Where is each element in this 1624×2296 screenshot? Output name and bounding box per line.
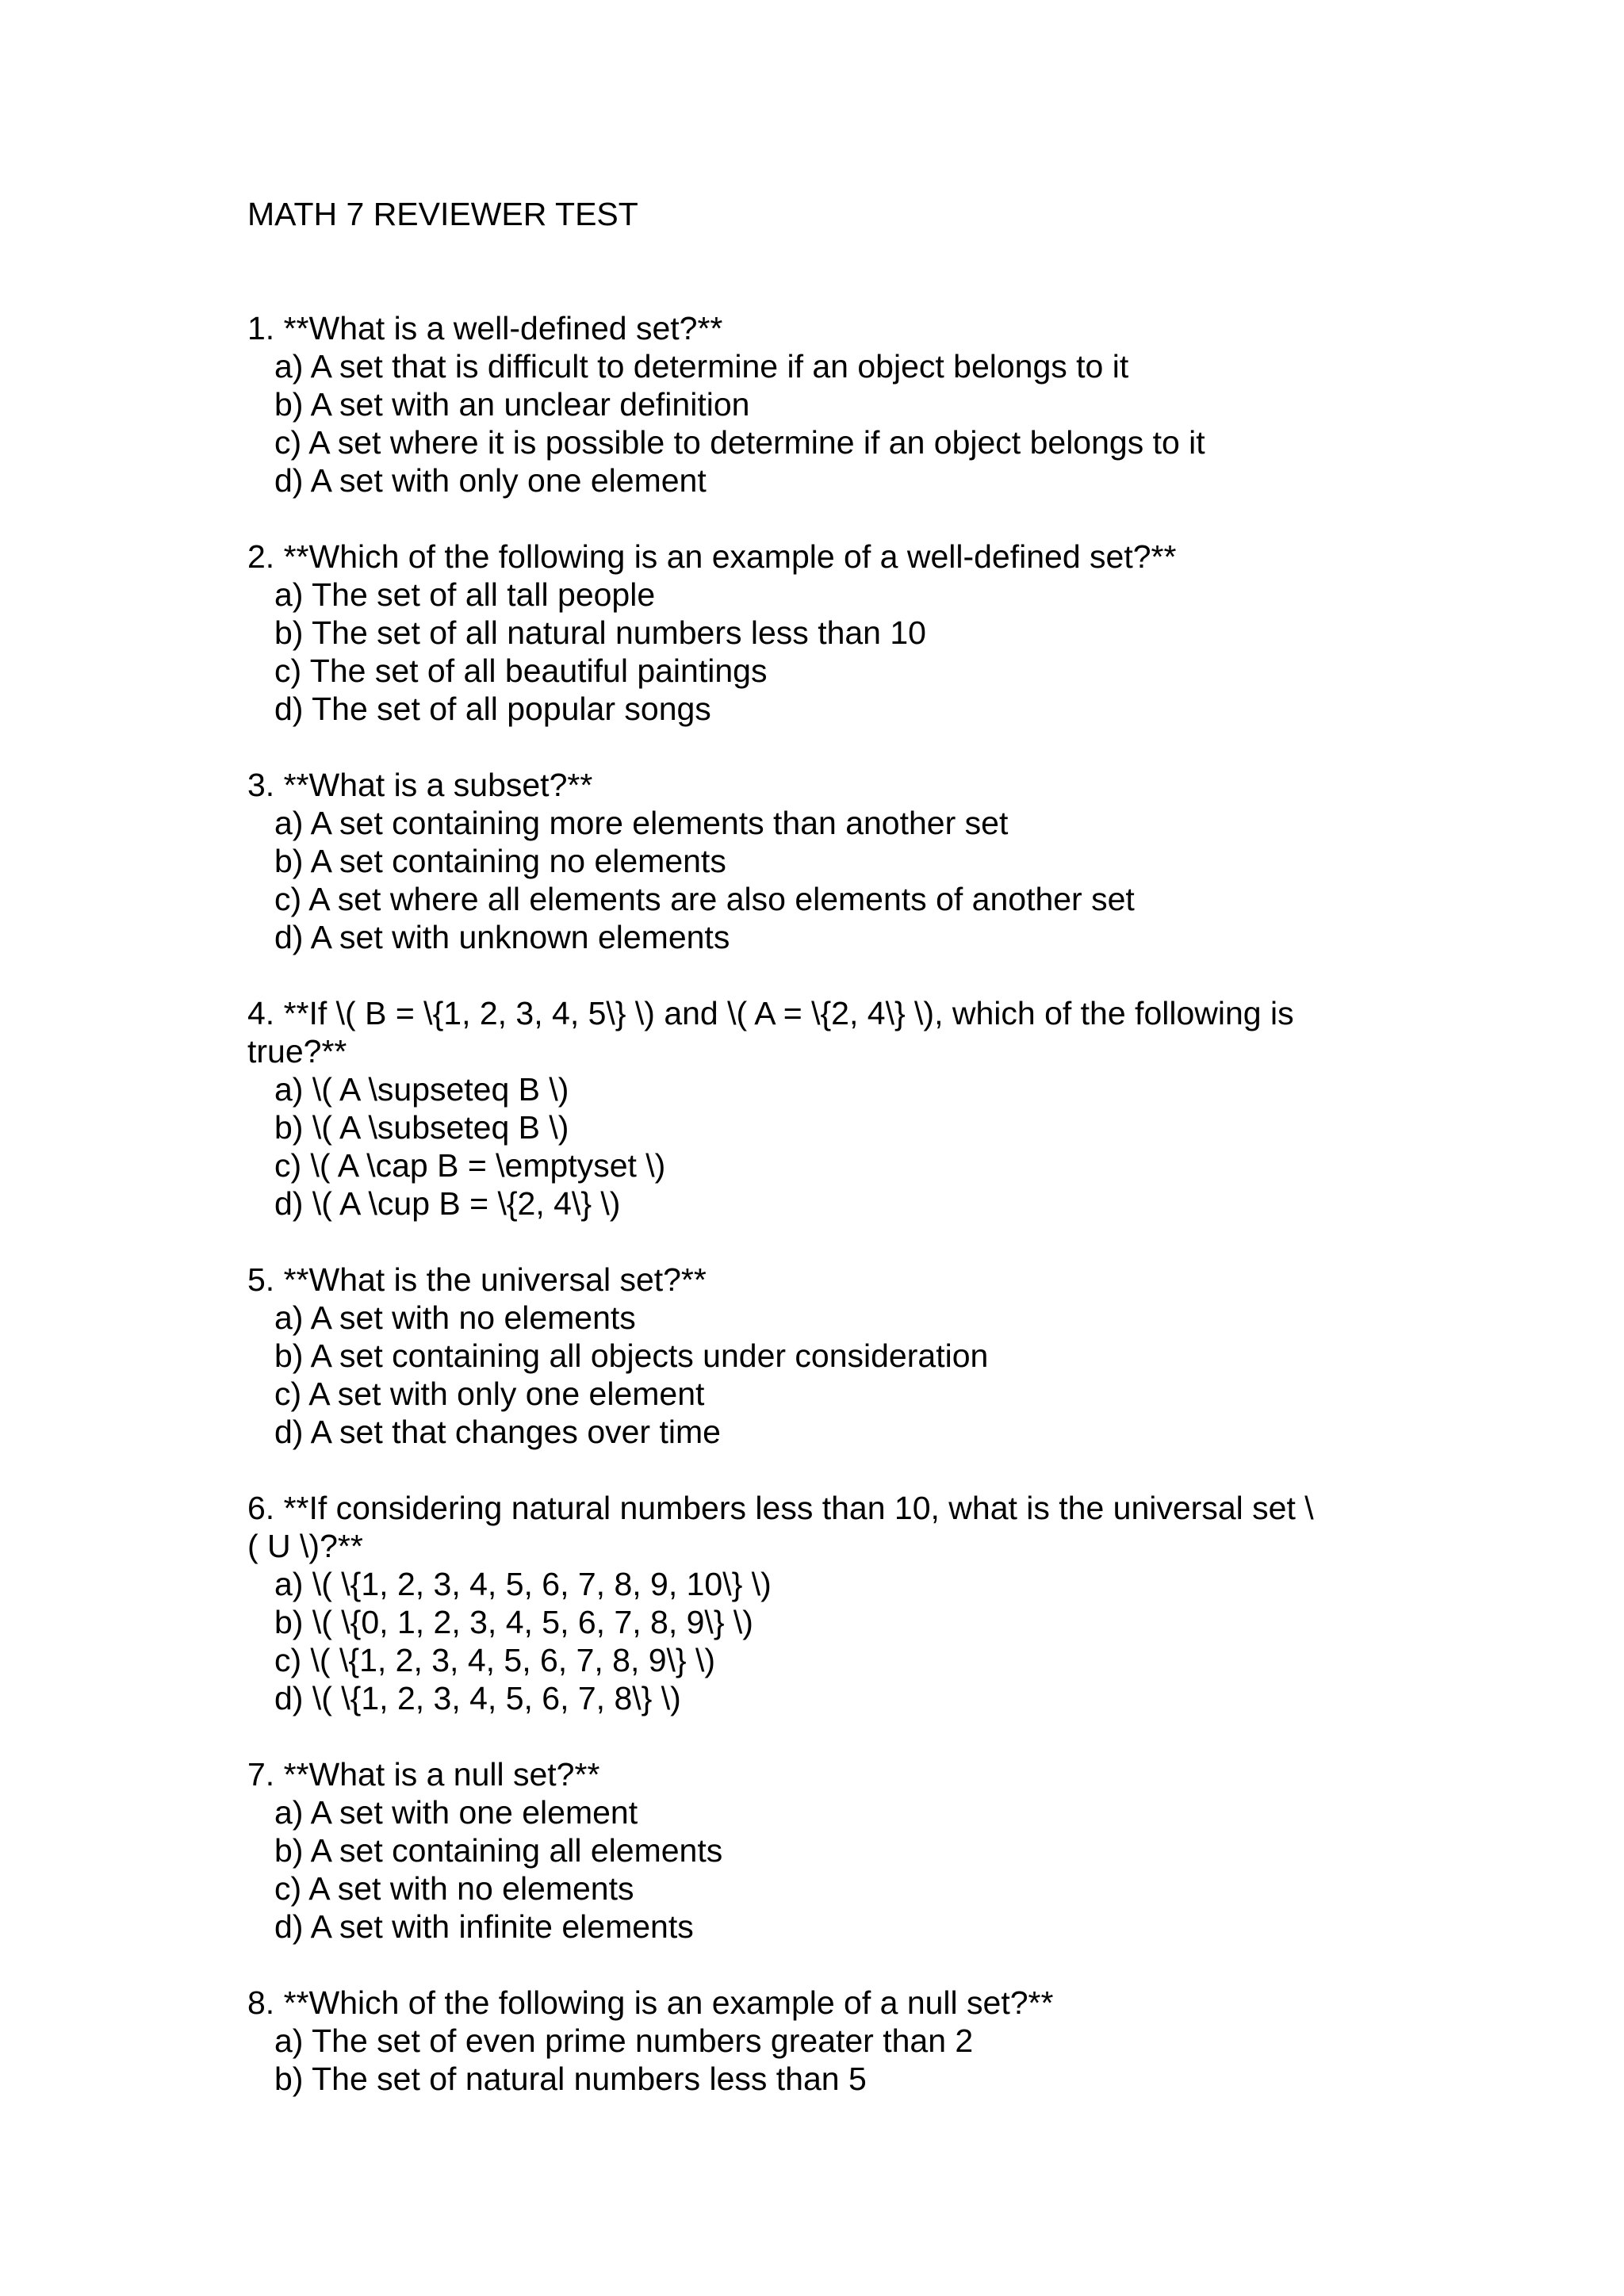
option-b: b) \( A \subseteq B \) — [274, 1109, 569, 1146]
question-6 — [247, 1489, 1389, 1717]
question-text: 4. **If \( B = \{1, 2, 3, 4, 5\} \) and \( A = \{2, 4\} \), which of the following is true?** — [247, 995, 1294, 1070]
question-1 — [247, 309, 1389, 499]
question-7 — [247, 1755, 1389, 1946]
answer-options — [247, 804, 1389, 956]
document-page — [247, 195, 1389, 2136]
question-text: 6. **If considering natural numbers less than 10, what is the universal set \ ( U \)?** — [247, 1490, 1314, 1564]
option-c: c) A set where all elements are also elements of another set — [274, 881, 1135, 917]
option-c: c) \( \{1, 2, 3, 4, 5, 6, 7, 8, 9\} \) — [274, 1642, 716, 1678]
question-8 — [247, 1984, 1389, 2098]
option-d: d) \( A \cup B = \{2, 4\} \) — [274, 1185, 621, 1222]
answer-options — [247, 1299, 1389, 1451]
option-c: c) A set with no elements — [274, 1870, 634, 1907]
answer-options — [247, 1070, 1389, 1223]
option-c: c) A set with only one element — [274, 1376, 705, 1412]
option-b: b) The set of natural numbers less than 5 — [274, 2061, 867, 2097]
option-c: c) \( A \cap B = \emptyset \) — [274, 1147, 666, 1184]
question-5 — [247, 1261, 1389, 1451]
answer-options — [247, 1793, 1389, 1946]
option-d: d) A set with infinite elements — [274, 1908, 694, 1945]
option-a: a) A set with one element — [274, 1794, 638, 1831]
option-b: b) A set containing no elements — [274, 843, 726, 879]
question-text: 5. **What is the universal set?** — [247, 1261, 707, 1298]
option-d: d) A set that changes over time — [274, 1414, 721, 1450]
option-d: d) A set with only one element — [274, 462, 707, 499]
answer-options — [247, 1565, 1389, 1717]
question-3 — [247, 766, 1389, 956]
question-text: 2. **Which of the following is an example of a well-defined set?** — [247, 538, 1177, 575]
option-a: a) \( \{1, 2, 3, 4, 5, 6, 7, 8, 9, 10\} \) — [274, 1566, 772, 1602]
option-a: a) A set that is difficult to determine if an object belongs to it — [274, 348, 1129, 385]
answer-options — [247, 347, 1389, 499]
option-a: a) A set with no elements — [274, 1299, 636, 1336]
option-c: c) The set of all beautiful paintings — [274, 652, 768, 689]
option-b: b) The set of all natural numbers less than 10 — [274, 614, 926, 651]
question-text: 3. **What is a subset?** — [247, 767, 593, 803]
question-text: 1. **What is a well-defined set?** — [247, 310, 723, 346]
option-a: a) \( A \supseteq B \) — [274, 1071, 569, 1108]
option-d: d) The set of all popular songs — [274, 691, 711, 727]
option-a: a) A set containing more elements than another set — [274, 805, 1009, 841]
question-2 — [247, 538, 1389, 728]
option-d: d) \( \{1, 2, 3, 4, 5, 6, 7, 8\} \) — [274, 1680, 681, 1716]
question-text: 7. **What is a null set?** — [247, 1756, 600, 1793]
question-text: 8. **Which of the following is an example of a null set?** — [247, 1984, 1054, 2021]
answer-options — [247, 576, 1389, 728]
option-b: b) A set with an unclear definition — [274, 386, 750, 423]
option-b: b) \( \{0, 1, 2, 3, 4, 5, 6, 7, 8, 9\} \) — [274, 1604, 753, 1640]
answer-options — [247, 2022, 1389, 2098]
question-4 — [247, 994, 1389, 1223]
option-a: a) The set of even prime numbers greater than 2 — [274, 2022, 974, 2059]
option-c: c) A set where it is possible to determine if an object belongs to it — [274, 424, 1205, 461]
option-b: b) A set containing all elements — [274, 1832, 723, 1869]
option-a: a) The set of all tall people — [274, 576, 656, 613]
option-b: b) A set containing all objects under consideration — [274, 1337, 989, 1374]
page-title: MATH 7 REVIEWER TEST — [247, 196, 638, 232]
option-d: d) A set with unknown elements — [274, 919, 730, 955]
